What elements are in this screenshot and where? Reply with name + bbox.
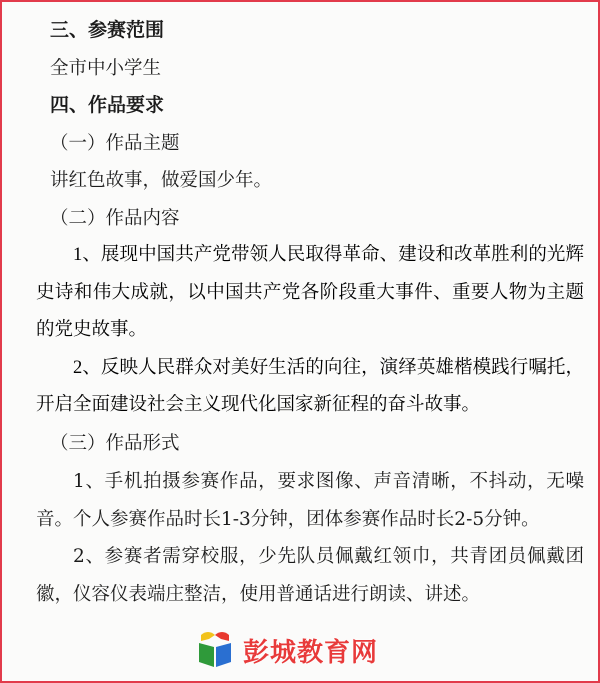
paragraphs-block bbox=[36, 237, 584, 425]
watermark-text: 彭城教育网 bbox=[243, 637, 379, 668]
form-paragraphs-block bbox=[36, 463, 584, 613]
subsection-2-heading: （二）作品内容 bbox=[50, 207, 180, 229]
book-logo-icon bbox=[195, 631, 235, 669]
section-3-body: 全市中小学生 bbox=[50, 57, 162, 79]
form-item-1: 1、手机拍摄参赛作品，要求图像、声音清晰，不抖动，无噪音。个人参赛作品时长1-3分钟，团体参赛作品时长2-5分钟。 bbox=[36, 471, 584, 530]
subsection-1-heading: （一）作品主题 bbox=[50, 132, 180, 154]
section-3-heading: 三、参赛范围 bbox=[50, 19, 165, 41]
form-heading-block bbox=[50, 425, 586, 463]
document-content bbox=[50, 12, 586, 238]
watermark bbox=[195, 625, 378, 675]
content-item-1: 1、展现中国共产党带领人民取得革命、建设和改革胜利的光辉史诗和伟大成就，以中国共产党各阶段重大事件、重要人物为主题的党史故事。 bbox=[36, 245, 584, 341]
subsection-1-body: 讲红色故事，做爱国少年。 bbox=[50, 170, 273, 192]
form-item-2: 2、参赛者需穿校服，少先队员佩戴红领巾，共青团员佩戴团徽，仪容仪表端庄整洁，使用普通话进行朗读、讲述。 bbox=[36, 546, 584, 605]
subsection-3-heading: （三）作品形式 bbox=[50, 433, 180, 454]
content-item-2: 2、反映人民群众对美好生活的向往，演绎英雄楷模践行嘱托，开启全面建设社会主义现代化国家新征程的奋斗故事。 bbox=[36, 357, 584, 416]
section-4-heading: 四、作品要求 bbox=[50, 94, 165, 117]
